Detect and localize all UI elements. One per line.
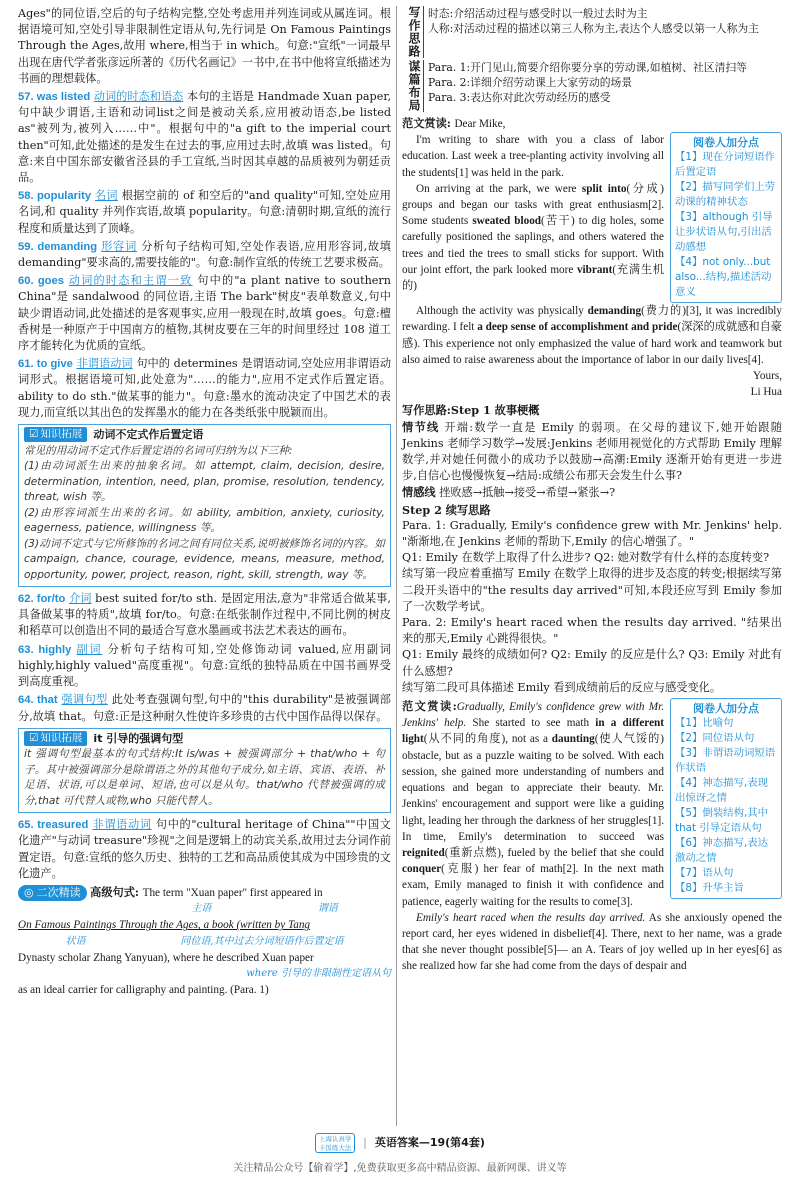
answer-65-key: 65. treasured — [18, 819, 89, 832]
answer-61-tag: 非谓语动词 — [76, 357, 133, 371]
bonus-point-item: 【3】非谓语动词短语作状语 — [675, 747, 776, 775]
bonus-point-item: 【4】not only...but also...结构,描述活动意义 — [675, 256, 772, 299]
answer-62-body: best suited for/to sth. 是固定用法,意为"非常适合做某事,具备做某事的特质",故填 for/to。句意:在纸张制作过程中,不同比例的树皮和稻草可以创造出不同的最适合写意水墨画或书法艺术表达的画布。 — [18, 592, 391, 638]
answer-58 — [18, 188, 391, 237]
bonus-points-box-1 — [670, 132, 782, 303]
model-essay-2-para-2: Emily's heart raced when the results day arrived. As she anxiously opened the report card, her eyes widened in disbelief[4]. There, next to her name, was a grade that she never thought possible[5]— an A. Tears of joy welled up in her eyes[6] as she realized how far she had come from the days of despair and — [402, 911, 782, 973]
model-essay-2-text — [402, 698, 664, 910]
extension-title: 动词不定式作后置定语 — [93, 428, 204, 442]
answer-64-body: 此处考查强调句型,句中的"this durability"是被强调部分,故填 that。句意:正是这种耐久性使许多珍贵的古代中国作品得以保存。 — [18, 693, 391, 723]
bonus-point-item: 【6】神态描写,表达激动之情 — [675, 837, 769, 865]
annotation-row-3 — [18, 966, 391, 982]
answer-59 — [18, 239, 391, 271]
writing-structure — [402, 60, 782, 112]
answer-62 — [18, 591, 391, 640]
answer-60 — [18, 273, 391, 354]
bonus-point-item: 【3】although 引导让步状语从句,引出活动感想 — [675, 211, 773, 254]
answer-60-key: 60. goes — [18, 275, 64, 288]
outline-label-idea: 写作思路 — [402, 6, 424, 58]
answer-64-key: 64. that — [18, 694, 58, 707]
extension-line-4: (3)动词不定式与它所修饰的名词之间有同位关系,说明被修饰名词的内容。如 campaign, chance, courage, evidence, means, measure, method, opportunity, power, project, reason, right, skill, strength, way 等。 — [24, 537, 385, 581]
step2-questions-1: Q1: Emily 在数学上取得了什么进步? Q2: 她对数学有什么样的态度转变? — [402, 551, 770, 565]
answer-58-key: 58. popularity — [18, 190, 92, 203]
answer-57-body: 本句的主语是 Handmade Xuan paper,句中缺少谓语,主语和动词list之间是被动关系,应用被动语态,be listed as"被列为,被列入……中"。根据句中的"a gift to the imperial court then"可知,此处描述的是发生在过去的事,应用过去时,故填 was listed。句意:来自中国东部安徽省泾县的手工宣纸,当时因其卓越的品质被列为朝廷贡品。 — [18, 90, 392, 185]
publisher-logo: 上海认真学 卡饭练大法 — [315, 1133, 355, 1153]
signature-name: Li Hua — [750, 386, 782, 399]
extension-line-2: (1)由动词派生出来的抽象名词。如 attempt, claim, decision, desire, determination, intention, need, plan, promise, resolution, tendency, threat, wish 等。 — [24, 460, 385, 504]
extension-header — [24, 731, 385, 747]
bonus-points-title: 阅卷人加分点 — [693, 136, 759, 150]
bonus-point-item: 【8】升华主旨 — [675, 882, 744, 895]
outline-para-1: Para. 1:开门见山,简要介绍你要分享的劳动课,如植树、社区清扫等 — [428, 61, 747, 74]
answer-63-body: 分析句子结构可知,空处修饰动词 valued,应用副词 highly,highly valued"高度重视"。句意:宣纸的独特品质在中国书画界受到高度重视。 — [18, 642, 391, 689]
answer-62-key: 62. for/to — [18, 593, 66, 606]
model-essay-label: 范文赏读: — [402, 116, 451, 130]
extension-header — [24, 427, 385, 443]
footer-note: 关注精品公众号【偷着学】,免费获取更多高中精品资源、最新网课、讲义等 — [233, 1163, 567, 1174]
bonus-point-item: 【1】比喻句 — [675, 717, 734, 730]
extension-title: it 引导的强调句型 — [93, 731, 184, 745]
outline-para-3: Para. 3:表达你对此次劳动经历的感受 — [428, 91, 611, 105]
step2-heading: Step 2 续写思路 — [402, 502, 491, 517]
extension-line-1: 常见的用动词不定式作后置定语的名词可归纳为以下三种: — [24, 444, 293, 457]
bonus-point-item: 【2】描写同学们上劳动课的精神状态 — [675, 181, 776, 209]
right-column — [402, 6, 782, 975]
second-reading — [18, 884, 391, 998]
bonus-point-item: 【2】同位语从句 — [675, 732, 755, 745]
outline-para-2: Para. 2:详细介绍劳动课上大家劳动的场景 — [428, 76, 633, 90]
answer-59-key: 59. demanding — [18, 240, 98, 253]
step2-questions-2: Q1: Emily 最终的成绩如何? Q2: Emily 的反应是什么? Q3: Emily 对此有什么感想? — [402, 648, 782, 678]
annotation-row-1 — [18, 901, 391, 917]
intro-paragraph: Ages"的同位语,空后的句子结构完整,空处考虑用并列连词或从属连词。根据语境可知,空处引导非限制性定语从句,先行词是 On Famous Paintings Through the Ages,故用 where,相当于 in which。句意:"宣纸"一词最早出现在唐代学者张彦远所著的《历代名画记》一书中,在书中他将宣纸描述为书画的理想载体。 — [18, 7, 391, 85]
checkbox-icon: ☑ — [29, 731, 39, 744]
answer-63-tag: 副词 — [76, 642, 103, 656]
plot-line — [402, 419, 782, 485]
bonus-points-box-2 — [670, 698, 782, 899]
emotion-body: 挫败感→抵触→接受→希望→紧张→? — [439, 486, 616, 500]
answer-64-tag: 强调句型 — [61, 693, 108, 707]
signature-closing: Yours, — [752, 370, 782, 383]
annotation-appositive: 同位语,其中过去分词短语作后置定语 — [180, 935, 344, 947]
model-essay-para-1: I'm writing to share with you a class of labor education. Last week a tree-planting activity involving all the students[1] was held in the park. — [402, 134, 664, 179]
extension-tag: ☑ 知识拓展 — [24, 731, 87, 746]
model-essay-2-para-1: 范文赏读:Gradually, Emily's confidence grew with Mr. Jenkins' help. She started to see math in a different light(从不同的角度), not as a daunting(使人气馁的) obstacle, but as a puzzle waiting to be solved. With each session, she gained more understanding of numbers and equations and began to appreciate their beauty. Mr. Jenkins' encouragement and support were like a guiding light, leading her through the darkness of her struggles[1]. In time, Emily's determination to succeed was reignited(重新点燃), fueled by the belief that she could conquer(克服) her fear of math[2]. In the next math exam, Emily managed to finish it with confidence and patience, eagerly waiting for the results to come[3]. — [402, 699, 665, 908]
second-reading-sentence-1: The term "Xuan paper" first appeared in — [142, 887, 323, 900]
extension-tag: ☑ 知识拓展 — [24, 427, 87, 442]
answer-57 — [18, 89, 391, 186]
model-essay-2 — [402, 698, 782, 910]
answer-65-body: 句中的"cultural heritage of China""中国文化遗产"与动词 treasure"珍视"之间是逻辑上的动宾关系,故用过去分词作前置定语。句意:宣纸的悠久历史、独特的工艺和高品质使其成为中国珍贵的文化遗产。 — [18, 818, 391, 880]
answer-64 — [18, 692, 391, 724]
answer-61 — [18, 356, 391, 421]
step2-para-2: Para. 2: Emily's heart raced when the results day arrived. "结果出来的那天,Emily 心跳得很快。" — [402, 616, 782, 646]
answer-57-tag: 动词的时态和语态 — [93, 90, 184, 104]
answer-60-body: 句中的"a plant native to southern China"是 sandalwood 的同位语,主语 The bark"树皮"表单数意义,句中缺少谓语动词,此处描述的是客观事实,应用一般现在时,故填 goes。句意:檀香树是一种原产于中国南方的植物,其树皮要在三年的时间里经过 108 道工序才能转化为优质的宣纸。 — [18, 274, 391, 353]
page-footer — [0, 1131, 800, 1183]
extension-line-3: (2)由形容词派生出来的名词。如 ability, ambition, anxiety, curiosity, eagerness, patience, willingness 等。 — [24, 506, 385, 535]
answer-65-tag: 非谓语动词 — [92, 818, 152, 832]
footer-separator: | — [363, 1135, 367, 1149]
model-essay-text — [402, 132, 664, 303]
outline-person: 人称:对活动过程的描述以第三人称为主,表达个人感受以第一人称为主 — [428, 22, 759, 36]
step2-comment-2: 续写第二段可具体描述 Emily 看到成绩前后的反应与感受变化。 — [402, 680, 722, 694]
annotation-predicate: 谓语 — [317, 903, 338, 915]
second-reading-sentence-4: as an ideal carrier for calligraphy and painting. (Para. 1) — [18, 984, 269, 997]
second-reading-label: 高级句式: — [90, 885, 140, 900]
answer-62-tag: 介词 — [68, 592, 92, 606]
page-number-label: 英语答案—19(第4套) — [374, 1135, 485, 1149]
second-reading-line-1 — [18, 884, 391, 901]
emotion-line — [402, 484, 782, 501]
second-reading-tag: ◎ 二次精读 — [18, 885, 87, 901]
model-essay-para-2: On arriving at the park, we were split into(分成) groups and began our tasks with great enthusiasm[2]. Some students sweated blood(苦干) to dig holes, some carefully positioned the saplings, and others watered the trees and tied the trees to small sticks for support. With our joint effort, the park looked more vibrant(充满生机的) — [402, 182, 664, 293]
answer-59-body: 分析句子结构可知,空处作表语,应用形容词,故填 demanding"要求高的,需要技能的"。句意:制作宣纸的传统工艺要求极高。 — [18, 239, 391, 270]
plot-body: 开端:数学一直是 Emily 的弱项。在父母的建议下,她开始跟随 Jenkins 老师学习数学→发展:Jenkins 老师用视觉化的方式帮助 Emily 理解数学,并对她任何微小的成功予以鼓励→高潮:Emily 逐渐开始有更进一步进步,自信心也慢慢恢复→结局:成绩公布那天会发生什么事? — [402, 420, 782, 483]
model-essay-para-3: Although the activity was physically demanding(费力的)[3], it was incredibly rewarding. I felt a deep sense of accomplishment and pride(深深的成就感和自豪感). This experience not only emphasized the value of hard work and teamwork but also aimed to raise awareness about the importance of labor in our daily lives[4]. — [402, 305, 782, 366]
annotation-row-2 — [18, 934, 391, 950]
answer-58-body: 根据空前的 of 和空后的"and quality"可知,空处应用名词,和 quality 并列作宾语,故填 popularity。句意:清朝时期,宣纸的流行程度和质量达到了顶峰。 — [18, 189, 391, 235]
model-essay-greeting: Dear Mike, — [454, 118, 506, 130]
answer-60-tag: 动词的时态和主谓一致 — [68, 274, 193, 288]
bonus-point-item: 【1】现在分词短语作后置定语 — [675, 151, 776, 179]
annotation-clause: where 引导的非限制性定语从句 — [246, 968, 391, 980]
extension-box-emphasis — [18, 728, 391, 814]
step2-para-1: Para. 1: Gradually, Emily's confidence grew with Mr. Jenkins' help. "渐渐地,在 Jenkins 老师的帮助下,Emily 的信心增强了。" — [402, 518, 782, 549]
footer-bar — [0, 1131, 800, 1155]
bonus-points-title: 阅卷人加分点 — [693, 702, 759, 716]
answer-58-tag: 名词 — [94, 189, 118, 203]
answer-61-key: 61. to give — [18, 358, 73, 371]
plot-label: 情节线 — [402, 419, 440, 434]
answer-57-key: 57. was listed — [18, 91, 91, 104]
step2-comment-1: 续写第一段应着重描写 Emily 在数学上取得的进步及态度的转变;根据续写第二段开头语中的"the results day arrived"可知,本段还应写到 Emily 参加了一次数学考试。 — [402, 567, 782, 613]
extension-box-infinitive — [18, 424, 391, 587]
answer-63-key: 63. highly — [18, 643, 72, 656]
step1-heading: 写作思路:Step 1 故事梗概 — [402, 403, 540, 418]
model-essay-1 — [402, 115, 782, 400]
answer-59-tag: 形容词 — [101, 239, 137, 253]
checkbox-icon: ☑ — [29, 428, 39, 441]
writing-outline — [402, 6, 782, 58]
answer-65 — [18, 817, 391, 882]
outline-tense: 时态:介绍活动过程与感受时以一般过去时为主 — [428, 7, 648, 20]
left-column — [18, 6, 391, 998]
bonus-point-item: 【4】神态描写,表现出惊讶之情 — [675, 777, 769, 805]
outline-label-structure: 谋篇布局 — [402, 60, 424, 112]
column-divider — [396, 6, 397, 1126]
second-reading-sentence-3: Dynasty scholar Zhang Yanyuan), where he described Xuan paper — [18, 951, 314, 964]
bonus-point-item: 【7】语从句 — [675, 867, 734, 880]
annotation-subject: 主语 — [191, 903, 212, 915]
answer-61-body: 句中的 determines 是谓语动词,空处应用非谓语动词形式。根据语境可知,此处意为"……的能力",应用不定式作后置定语。ability to do sth."做某事的能力"。句意:墨水的流动决定了中国艺术的表现力,而宣纸以其出色的发挥墨水的能力在各类纸张中脱颖而出。 — [18, 357, 392, 419]
bonus-point-item: 【5】倒装结构,其中 that 引导定语从句 — [675, 807, 769, 835]
book-icon: ◎ — [24, 886, 34, 900]
continuation-writing — [402, 402, 782, 696]
model-essay-body-row — [402, 132, 782, 303]
second-reading-sentence-2: On Famous Paintings Through the Ages, a book (written by Tang — [18, 919, 311, 932]
answer-63 — [18, 642, 391, 691]
extension-body: it 强调句型最基本的句式结构:It is/was + 被强调部分 + that/who + 句子。其中被强调部分是除谓语之外的其他句子成分,如主语、宾语、表语、补足语、状语,可以是单词、短语,也可以是从句。that/who 代替被强调的成分,that 可代替人或物,who 只能代替人。 — [24, 748, 385, 807]
annotation-adverbial: 状语 — [65, 935, 86, 947]
outline-idea-content — [424, 6, 782, 58]
emotion-label: 情感线 — [402, 485, 436, 500]
model-essay-heading — [402, 115, 782, 132]
outline-structure-content — [424, 60, 782, 112]
